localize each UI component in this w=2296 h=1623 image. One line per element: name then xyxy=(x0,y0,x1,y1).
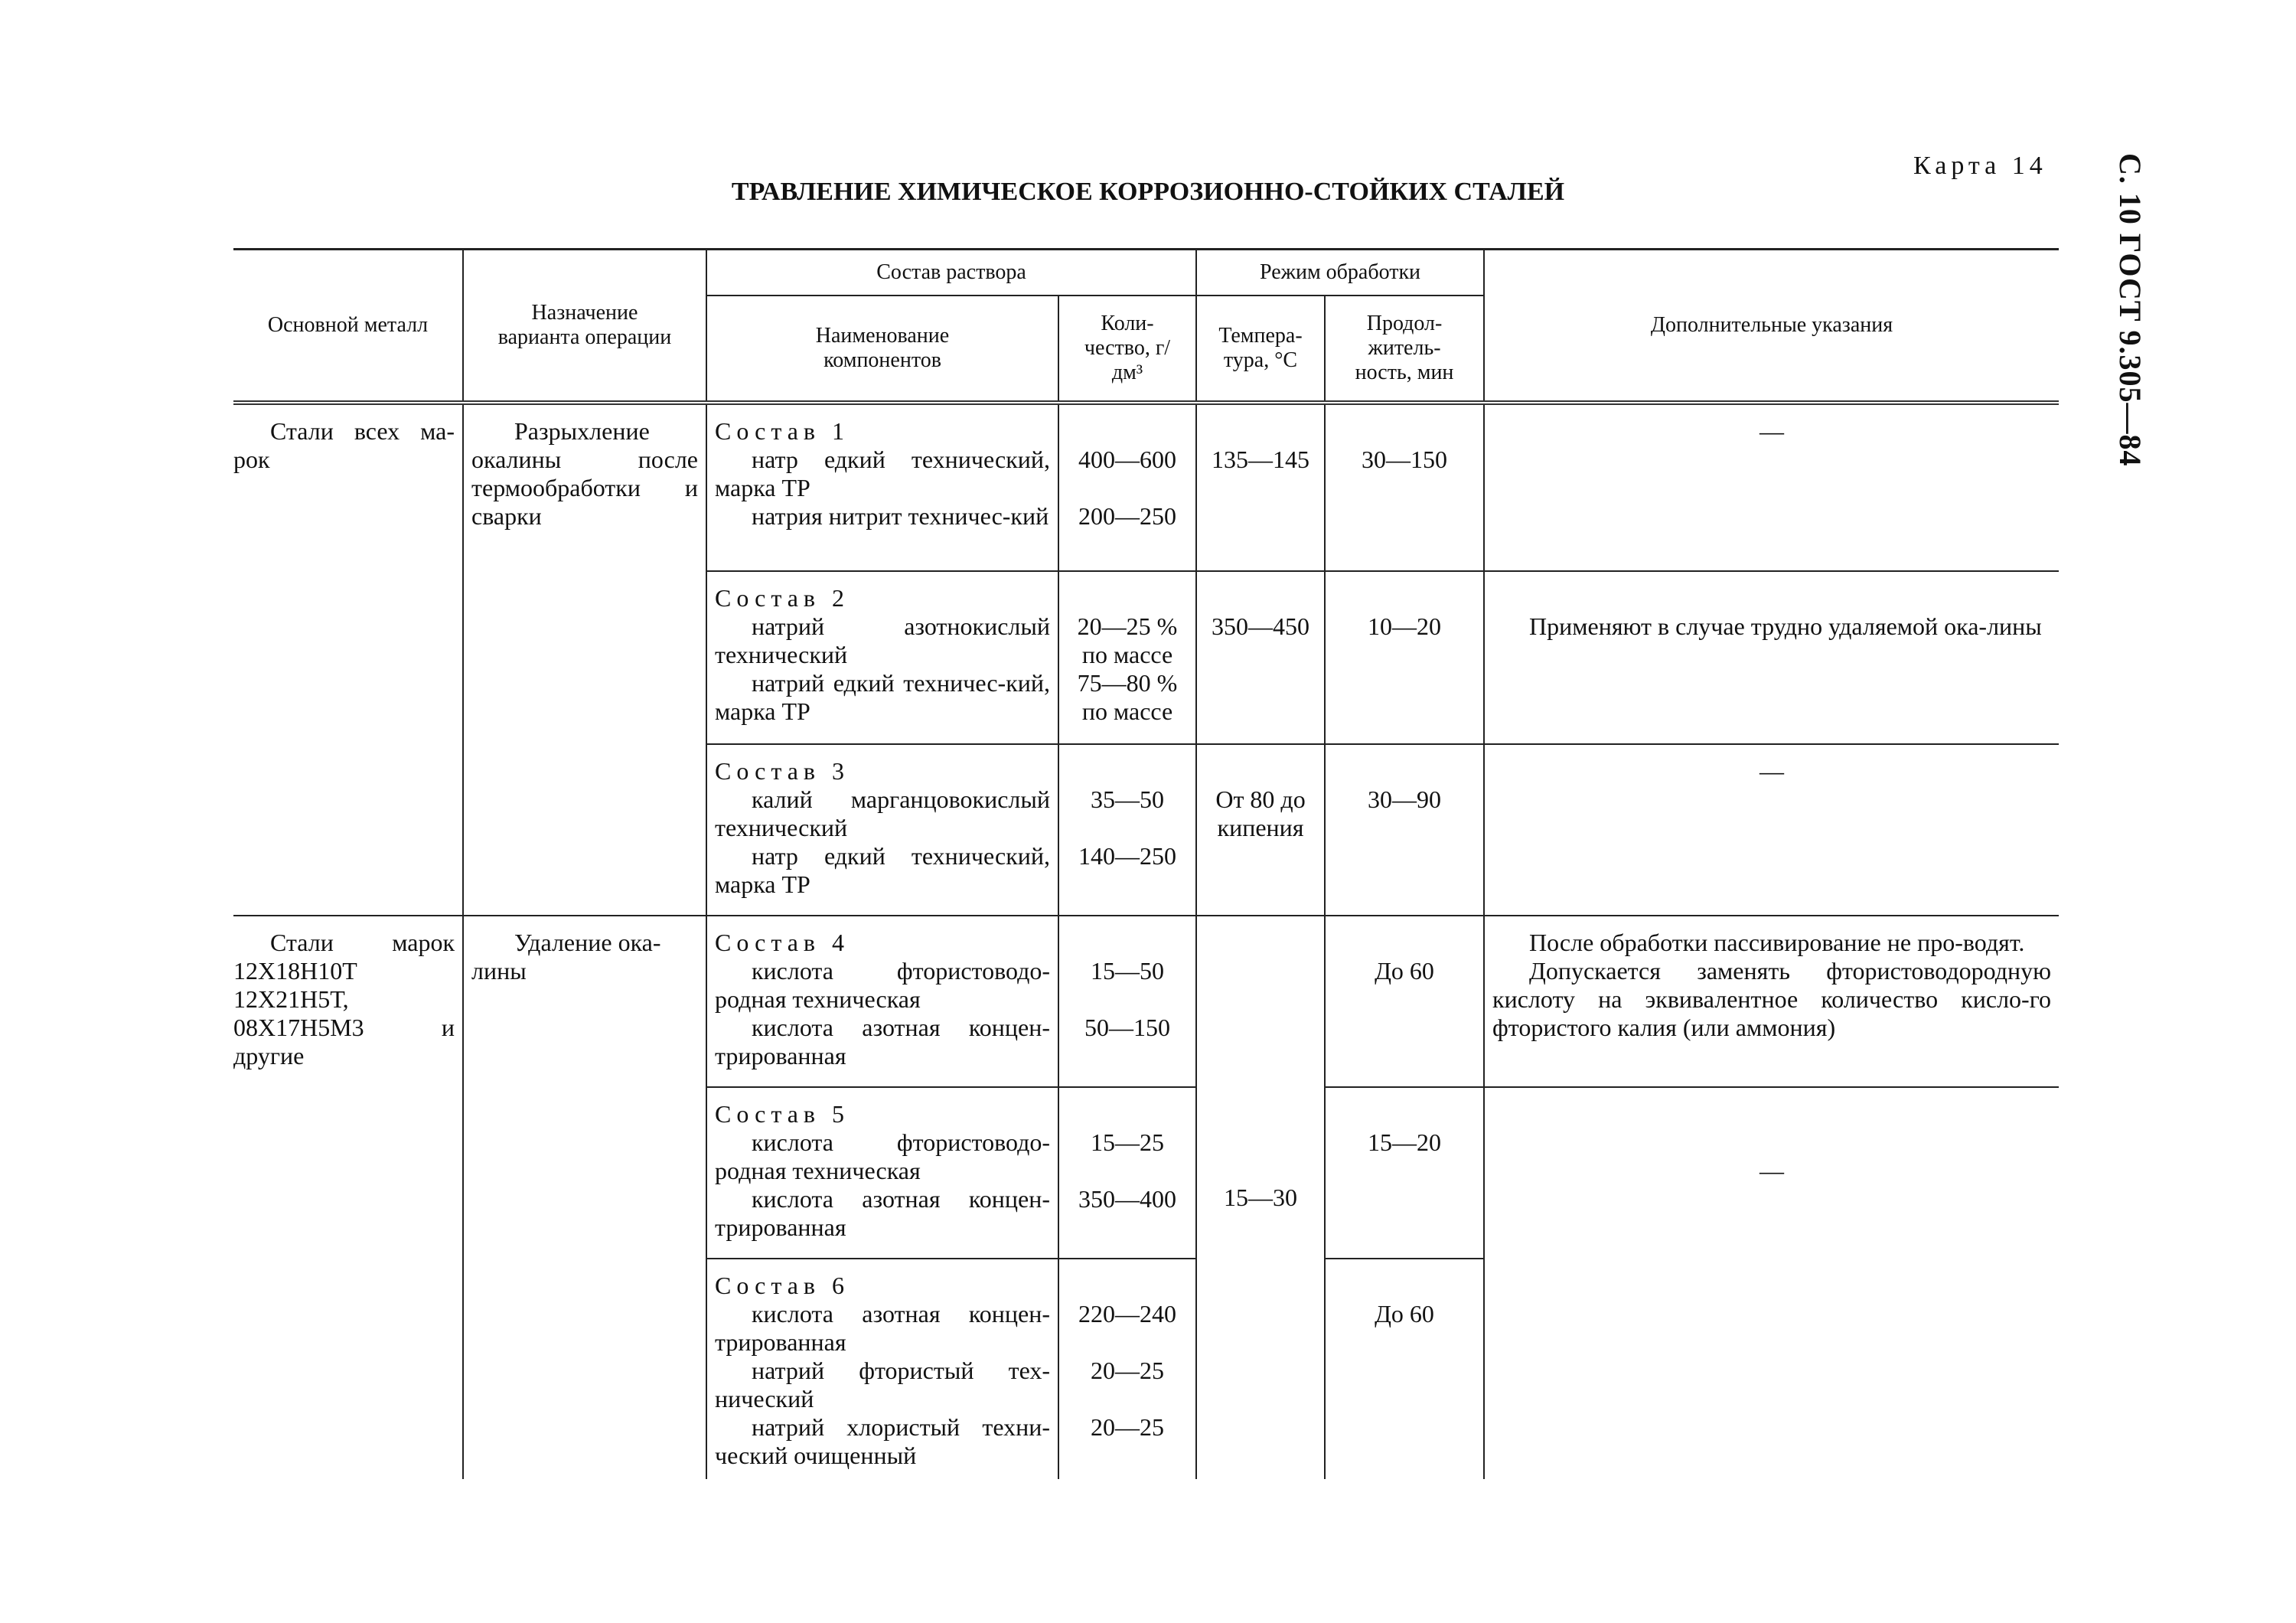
temperature-cell xyxy=(1196,916,1325,1479)
duration-value: 10—20 xyxy=(1368,612,1442,640)
quantity-value: 50—150 xyxy=(1084,1013,1170,1041)
col-purpose: Назначение варианта операции xyxy=(463,250,706,403)
note-text: — xyxy=(1760,1156,1785,1184)
quantity-cell xyxy=(1058,1087,1196,1259)
duration-cell xyxy=(1325,1087,1484,1259)
col-quantity: Коли-чество, г/дм³ xyxy=(1058,296,1196,403)
component-name: натрий хлористый техни-ческий очищенный xyxy=(715,1412,1050,1469)
note-text: Применяют в случае трудно удаляемой ока-лины xyxy=(1529,612,2042,640)
component-name: кислота фтористоводо-родная техническая xyxy=(715,956,1050,1013)
quantity-value: 220—240 xyxy=(1078,1299,1176,1327)
quantity-value: 140—250 xyxy=(1078,841,1176,870)
quantity-value: 20—25 xyxy=(1091,1412,1164,1441)
quantity-value: 15—50 xyxy=(1091,956,1164,985)
table-row xyxy=(233,403,2059,571)
quantity-value: 200—250 xyxy=(1078,501,1176,530)
composition-label: Состав 2 xyxy=(715,583,850,612)
composition-label: Состав 6 xyxy=(715,1271,850,1299)
pickling-table xyxy=(233,248,2059,1479)
temperature-value: 350—450 xyxy=(1212,612,1310,640)
duration-cell xyxy=(1325,403,1484,571)
duration-cell xyxy=(1325,916,1484,1087)
component-name: натр едкий технический, марка ТР xyxy=(715,445,1050,501)
component-name: кислота азотная концен-трированная xyxy=(715,1184,1050,1241)
quantity-value: 350—400 xyxy=(1078,1184,1176,1213)
base-metal-cell: Стали всех ма-рок xyxy=(233,403,463,916)
duration-value: 15—20 xyxy=(1368,1128,1442,1156)
temperature-value: 135—145 xyxy=(1212,445,1310,473)
temperature-cell xyxy=(1196,403,1325,571)
composition-cell xyxy=(706,1259,1058,1479)
note-cell: — xyxy=(1484,403,2059,571)
page-title: ТРАВЛЕНИЕ ХИМИЧЕСКОЕ КОРРОЗИОННО-СТОЙКИХ СТАЛЕЙ xyxy=(731,178,1565,206)
card-label: Карта 14 xyxy=(1913,152,2047,180)
duration-value: До 60 xyxy=(1375,1299,1434,1327)
composition-label: Состав 5 xyxy=(715,1099,850,1128)
component-name: кислота фтористоводо-родная техническая xyxy=(715,1128,1050,1184)
quantity-cell xyxy=(1058,744,1196,916)
composition-cell xyxy=(706,571,1058,744)
note-text: Допускается заменять фтористоводородную кислоту на эквивалентное количество кисло-го фтористого калия (или аммония) xyxy=(1492,956,2052,1041)
duration-cell xyxy=(1325,1259,1484,1479)
col-temperature: Темпера-тура, °С xyxy=(1196,296,1325,403)
component-name: натр едкий технический, марка ТР xyxy=(715,841,1050,898)
temperature-value: От 80 до кипения xyxy=(1215,785,1306,841)
quantity-value: 20—25 xyxy=(1091,1356,1164,1384)
note-text: После обработки пассивирование не про-водят. xyxy=(1529,928,2025,956)
component-name: натрий едкий техничес-кий, марка ТР xyxy=(715,668,1050,725)
duration-value: До 60 xyxy=(1375,956,1434,985)
quantity-cell xyxy=(1058,403,1196,571)
col-base-metal: Основной металл xyxy=(233,250,463,403)
quantity-value: 400—600 xyxy=(1078,445,1176,473)
component-name: натрия нитрит техничес-кий xyxy=(752,501,1049,530)
col-mode-group: Режим обработки xyxy=(1196,250,1484,296)
quantity-value: 20—25 % по массе xyxy=(1077,612,1178,668)
note-cell: — xyxy=(1484,744,2059,916)
composition-cell xyxy=(706,916,1058,1087)
col-solution-group: Состав раствора xyxy=(706,250,1196,296)
purpose-cell: Разрыхление окалины после термообработки и сварки xyxy=(463,403,706,916)
note-cell xyxy=(1484,1087,2059,1479)
composition-label: Состав 4 xyxy=(715,928,850,956)
composition-cell xyxy=(706,403,1058,571)
base-metal-cell: Стали марок 12Х18Н10Т 12Х21Н5Т, 08Х17Н5М3 и другие xyxy=(233,916,463,1479)
note-cell xyxy=(1484,571,2059,744)
temperature-cell xyxy=(1196,744,1325,916)
composition-label: Состав 3 xyxy=(715,756,850,785)
quantity-cell xyxy=(1058,916,1196,1087)
component-name: натрий азотнокислый технический xyxy=(715,612,1050,668)
table-row xyxy=(233,916,2059,1087)
component-name: калий марганцовокислый технический xyxy=(715,785,1050,841)
temperature-cell xyxy=(1196,571,1325,744)
col-component-name: Наименование компонентов xyxy=(706,296,1058,403)
quantity-value: 75—80 % по массе xyxy=(1077,668,1178,725)
duration-cell xyxy=(1325,571,1484,744)
table-header xyxy=(233,250,2059,403)
temperature-value: 15—30 xyxy=(1224,1183,1298,1211)
col-notes: Дополнительные указания xyxy=(1484,250,2059,403)
composition-label: Состав 1 xyxy=(715,416,850,445)
purpose-cell: Удаление ока-лины xyxy=(463,916,706,1479)
quantity-value: 35—50 xyxy=(1091,785,1164,813)
composition-cell xyxy=(706,1087,1058,1259)
quantity-cell xyxy=(1058,571,1196,744)
component-name: кислота азотная концен-трированная xyxy=(715,1299,1050,1356)
composition-cell xyxy=(706,744,1058,916)
quantity-value: 15—25 xyxy=(1091,1128,1164,1156)
component-name: кислота азотная концен-трированная xyxy=(715,1013,1050,1069)
duration-cell xyxy=(1325,744,1484,916)
page-reference: С. 10 ГОСТ 9.305—84 xyxy=(2113,153,2148,467)
duration-value: 30—90 xyxy=(1368,785,1442,813)
note-cell xyxy=(1484,916,2059,1087)
col-duration: Продол-житель-ность, мин xyxy=(1325,296,1484,403)
component-name: натрий фтористый тех-нический xyxy=(715,1356,1050,1412)
duration-value: 30—150 xyxy=(1362,445,1448,473)
quantity-cell xyxy=(1058,1259,1196,1479)
